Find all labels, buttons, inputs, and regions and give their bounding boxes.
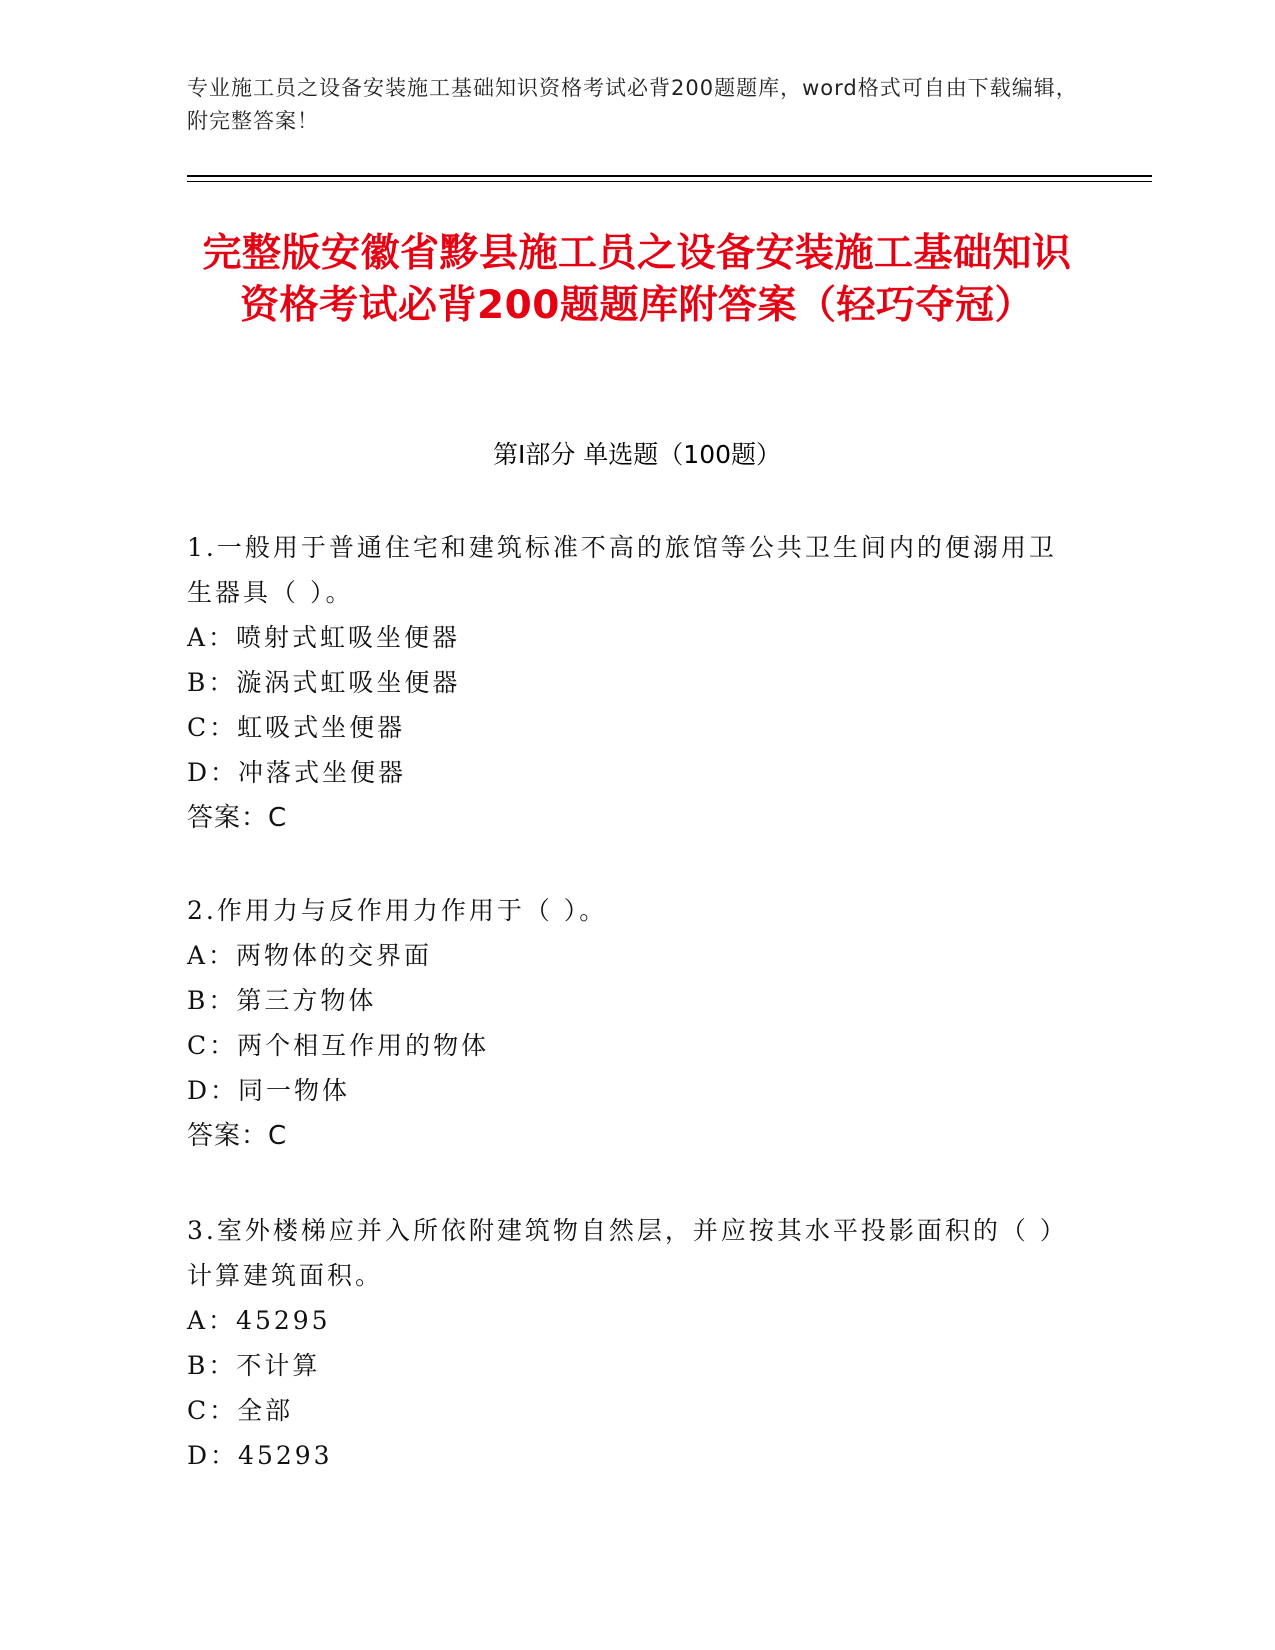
question-block	[187, 1208, 1067, 1478]
option-a: A：喷射式虹吸坐便器	[187, 623, 461, 652]
section-heading: 第Ⅰ部分 单选题（100题）	[492, 440, 782, 469]
option-b: B：不计算	[187, 1351, 321, 1380]
option-c: C：两个相互作用的物体	[187, 1031, 490, 1060]
option-d: D：冲落式坐便器	[187, 758, 407, 787]
option-b: B：第三方物体	[187, 986, 377, 1015]
header-divider-thick	[187, 175, 1152, 177]
question-text: 1.一般用于普通住宅和建筑标准不高的旅馆等公共卫生间内的便溺用卫生器具（ ）。	[187, 533, 1057, 607]
document-title: 完整版安徽省黟县施工员之设备安装施工基础知识资格考试必背200题题库附答案（轻巧夺冠）	[202, 231, 1072, 328]
question-block	[187, 525, 1067, 841]
option-b: B：漩涡式虹吸坐便器	[187, 668, 461, 697]
header-divider-thin	[187, 181, 1152, 182]
option-d: D：45293	[187, 1441, 333, 1470]
answer-line: 答案：C	[187, 803, 288, 833]
option-a: A：45295	[187, 1306, 331, 1335]
question-text: 3.室外楼梯应并入所依附建筑物自然层，并应按其水平投影面积的（ ）计算建筑面积。	[187, 1216, 1056, 1290]
question-block	[187, 888, 1067, 1159]
option-a: A：两物体的交界面	[187, 941, 433, 970]
option-c: C：虹吸式坐便器	[187, 713, 406, 742]
question-text: 2.作用力与反作用力作用于（ ）。	[187, 896, 608, 925]
header-note: 专业施工员之设备安装施工基础知识资格考试必背200题题库，word格式可自由下载编辑，附完整答案！	[187, 76, 1078, 133]
answer-line: 答案：C	[187, 1121, 288, 1151]
option-d: D：同一物体	[187, 1076, 351, 1105]
option-c: C：全部	[187, 1396, 294, 1425]
